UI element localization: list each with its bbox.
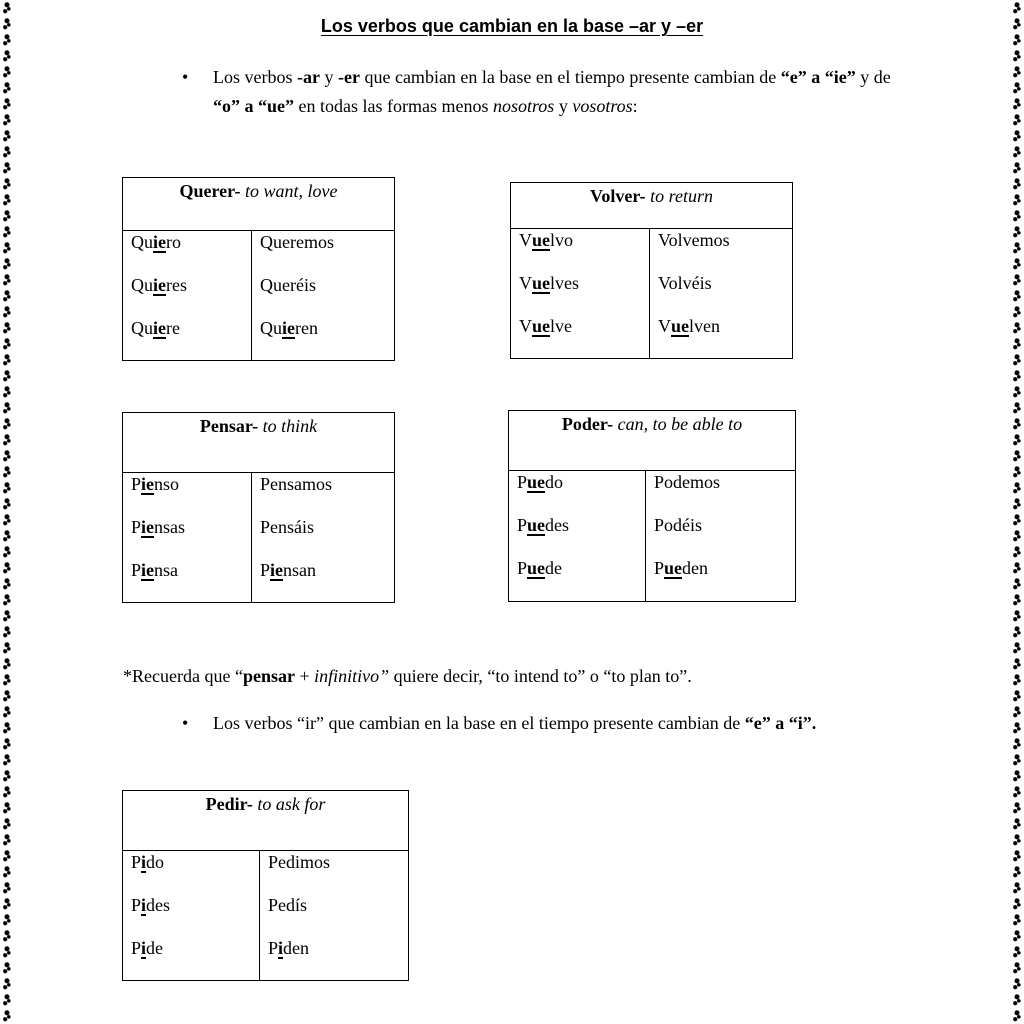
stem-change: ue: [527, 515, 546, 535]
stem-part: Qu: [260, 318, 282, 338]
stem-part: P: [131, 938, 142, 958]
ending-part: lve: [550, 316, 572, 336]
plural-column: [646, 471, 795, 601]
ending-part: des: [545, 515, 570, 535]
table-pensar: [122, 412, 395, 603]
stem-part: P: [268, 938, 279, 958]
verb-meaning: to ask for: [252, 794, 326, 814]
decorative-border-right: [1011, 0, 1023, 1024]
conjugation-cell: [517, 558, 562, 579]
intro-text: Los verbos -ar y -er que cambian en la base en el tiempo presente cambian de “e” a “ie” y de “o” a “ue” en todas las formas menos nosotros y vosotros:: [213, 67, 891, 116]
ending-part: lven: [689, 316, 720, 336]
ending-part: den: [283, 938, 310, 958]
conjugation-cell: [131, 852, 164, 873]
stem-change: ie: [141, 560, 155, 580]
conjugation-cell: [131, 938, 163, 959]
ending-part: ren: [295, 318, 318, 338]
conjugation-cell: [519, 273, 579, 294]
stem-part: V: [519, 316, 532, 336]
conjugation-cell: [517, 472, 563, 493]
stem-part: Podéis: [654, 515, 703, 535]
stem-part: Pedís: [268, 895, 308, 915]
stem-change: ie: [153, 232, 166, 252]
ending-part: do: [146, 852, 165, 872]
stem-part: P: [131, 474, 142, 494]
stem-part: Queréis: [260, 275, 316, 295]
stem-part: Pensáis: [260, 517, 314, 537]
singular-column: [123, 851, 260, 980]
verb-meaning: can, to be able to: [613, 414, 743, 434]
bullet-dot: •: [182, 67, 189, 87]
conjugation-cell: [260, 560, 316, 581]
conjugation-cell: [131, 560, 178, 581]
conjugation-cell: [517, 515, 569, 536]
conjugation-cell: [654, 515, 702, 536]
stem-part: P: [131, 517, 142, 537]
plural-column: [650, 229, 792, 358]
singular-column: [123, 231, 252, 360]
stem-part: Queremos: [260, 232, 334, 252]
conjugation-cell: [268, 938, 309, 959]
stem-change: ue: [532, 230, 550, 250]
conjugation-cell: [654, 558, 708, 579]
stem-change: ie: [153, 275, 166, 295]
stem-change: ie: [153, 318, 166, 338]
conjugation-cell: [131, 895, 170, 916]
conjugation-cell: [131, 318, 180, 339]
conjugation-cell: [260, 318, 318, 339]
ending-part: nsan: [283, 560, 317, 580]
table-header: [509, 411, 795, 471]
stem-change: ie: [282, 318, 295, 338]
stem-part: Podemos: [654, 472, 721, 492]
plural-column: [252, 231, 394, 360]
ending-part: de: [545, 558, 563, 578]
ending-part: nsas: [154, 517, 186, 537]
table-pedir: [122, 790, 409, 981]
conjugation-cell: [260, 474, 332, 495]
stem-part: P: [131, 852, 142, 872]
ending-part: des: [146, 895, 171, 915]
bullet-dot: •: [182, 713, 189, 733]
table-poder: [508, 410, 796, 602]
table-header: [123, 178, 394, 231]
stem-part: V: [519, 273, 532, 293]
page-title: Los verbos que cambian en la base –ar y –er: [320, 16, 704, 36]
stem-part: P: [260, 560, 271, 580]
verb-meaning: to want, love: [240, 181, 338, 201]
stem-change: ue: [671, 316, 689, 336]
stem-change: i: [141, 895, 147, 915]
singular-column: [511, 229, 650, 358]
ending-part: de: [146, 938, 164, 958]
conjugation-cell: [131, 517, 185, 538]
table-querer: [122, 177, 395, 361]
stem-part: P: [517, 472, 528, 492]
singular-column: [123, 473, 252, 602]
verb-infinitive: Querer-: [179, 181, 241, 201]
conjugation-cell: [658, 316, 720, 337]
stem-change: ie: [270, 560, 284, 580]
conjugation-cell: [131, 474, 179, 495]
table-header: [123, 413, 394, 473]
stem-part: Volvemos: [658, 230, 730, 250]
ending-part: lves: [550, 273, 579, 293]
conjugation-cell: [519, 230, 573, 251]
stem-part: Volvéis: [658, 273, 712, 293]
stem-part: V: [519, 230, 532, 250]
verb-infinitive: Volver-: [590, 186, 646, 206]
stem-part: Qu: [131, 275, 153, 295]
verb-meaning: to return: [645, 186, 713, 206]
conjugation-cell: [260, 517, 314, 538]
ending-part: nso: [154, 474, 180, 494]
ending-part: den: [682, 558, 709, 578]
ending-part: re: [166, 318, 180, 338]
singular-column: [509, 471, 646, 601]
stem-change: i: [141, 852, 147, 872]
ending-part: lvo: [550, 230, 574, 250]
conjugation-cell: [260, 232, 334, 253]
stem-part: V: [658, 316, 671, 336]
conjugation-cell: [268, 852, 330, 873]
stem-change: ie: [141, 474, 155, 494]
ending-part: res: [166, 275, 187, 295]
verb-infinitive: Pensar-: [199, 416, 259, 436]
stem-part: Pensamos: [260, 474, 332, 494]
plural-column: [260, 851, 408, 980]
stem-part: Pedimos: [268, 852, 331, 872]
ir-verbs-text: Los verbos “ir” que cambian en la base en el tiempo presente cambian de “e” a “i”.: [213, 713, 817, 733]
stem-change: ue: [527, 472, 546, 492]
table-volver: [510, 182, 793, 359]
conjugation-cell: [260, 275, 316, 296]
table-header: [123, 791, 408, 851]
stem-part: P: [131, 895, 142, 915]
conjugation-cell: [268, 895, 307, 916]
stem-part: P: [517, 558, 528, 578]
conjugation-cell: [131, 232, 181, 253]
conjugation-cell: [131, 275, 187, 296]
conjugation-cell: [519, 316, 572, 337]
verb-infinitive: Poder-: [561, 414, 614, 434]
stem-part: P: [654, 558, 665, 578]
ending-part: nsa: [154, 560, 179, 580]
stem-part: P: [131, 560, 142, 580]
stem-change: i: [278, 938, 284, 958]
stem-change: ie: [141, 517, 155, 537]
verb-meaning: to think: [258, 416, 318, 436]
verb-infinitive: Pedir-: [205, 794, 253, 814]
conjugation-cell: [658, 273, 712, 294]
plural-column: [252, 473, 394, 602]
stem-change: ue: [527, 558, 546, 578]
stem-part: Qu: [131, 232, 153, 252]
table-header: [511, 183, 792, 229]
decorative-border-left: [1, 0, 13, 1024]
stem-change: i: [141, 938, 147, 958]
ending-part: ro: [166, 232, 181, 252]
stem-change: ue: [664, 558, 683, 578]
stem-part: Qu: [131, 318, 153, 338]
stem-part: P: [517, 515, 528, 535]
conjugation-cell: [654, 472, 720, 493]
conjugation-cell: [658, 230, 730, 251]
stem-change: ue: [532, 316, 550, 336]
stem-change: ue: [532, 273, 550, 293]
pensar-note: *Recuerda que “pensar + infinitivo” quiere decir, “to intend to” o “to plan to”.: [123, 666, 692, 686]
ending-part: do: [545, 472, 564, 492]
